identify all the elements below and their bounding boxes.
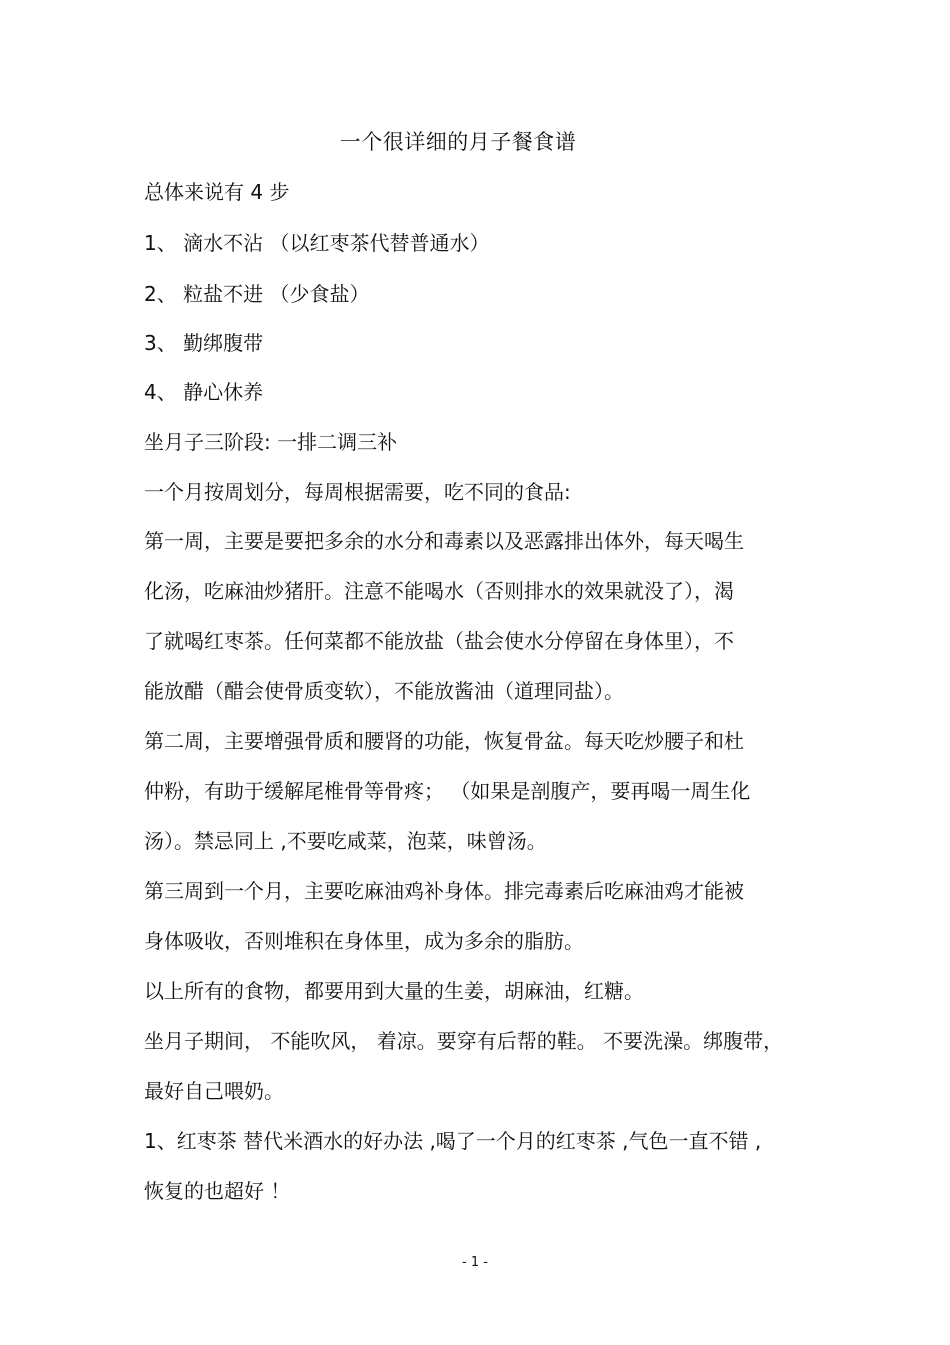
paragraph-line: 第一周，主要是要把多余的水分和毒素以及恶露排出体外，每天喝生 [144,529,744,553]
paragraph-line: 身体吸收，否则堆积在身体里，成为多余的脂肪。 [144,929,584,953]
paragraph-line: 2、 粒盐不进 （少食盐） [144,282,370,306]
paragraph-line: 能放醋（醋会使骨质变软），不能放酱油（道理同盐）。 [144,679,624,703]
paragraph-line: 1、红枣茶 替代米酒水的好办法 ,喝了一个月的红枣茶 ,气色一直不错 , [144,1129,762,1153]
page-number: - 1 - [462,1255,488,1270]
paragraph-line: 4、 静心休养 [144,380,264,404]
paragraph-line: 仲粉，有助于缓解尾椎骨等骨疼； （如果是剖腹产，要再喝一周生化 [144,779,751,803]
paragraph-line: 了就喝红枣茶。任何菜都不能放盐（盐会使水分停留在身体里），不 [144,629,734,653]
paragraph-line: 以上所有的食物，都要用到大量的生姜，胡麻油，红糖。 [144,979,644,1003]
paragraph-line: 化汤，吃麻油炒猪肝。注意不能喝水（否则排水的效果就没了），渴 [144,579,734,603]
paragraph-line: 最好自己喂奶。 [144,1079,284,1103]
paragraph-line: 坐月子三阶段: 一排二调三补 [144,430,398,454]
paragraph-line: 恢复的也超好 ！ [144,1179,291,1203]
paragraph-line: 汤）。禁忌同上 ,不要吃咸菜，泡菜，味曾汤。 [144,829,547,853]
document-title: 一个很详细的月子餐食谱 [339,130,577,154]
paragraph-line: 一个月按周划分，每周根据需要，吃不同的食品: [144,480,571,504]
paragraph-line: 坐月子期间， 不能吹风， 着凉。要穿有后帮的鞋。 不要洗澡。绑腹带， [144,1029,784,1053]
paragraph-line: 1、 滴水不沾 （以红枣茶代替普通水） [144,231,490,255]
paragraph-line: 3、 勤绑腹带 [144,331,264,355]
paragraph-line: 总体来说有 4 步 [144,180,290,204]
paragraph-line: 第二周，主要增强骨质和腰肾的功能，恢复骨盆。每天吃炒腰子和杜 [144,729,744,753]
paragraph-line: 第三周到一个月，主要吃麻油鸡补身体。排完毒素后吃麻油鸡才能被 [144,879,744,903]
